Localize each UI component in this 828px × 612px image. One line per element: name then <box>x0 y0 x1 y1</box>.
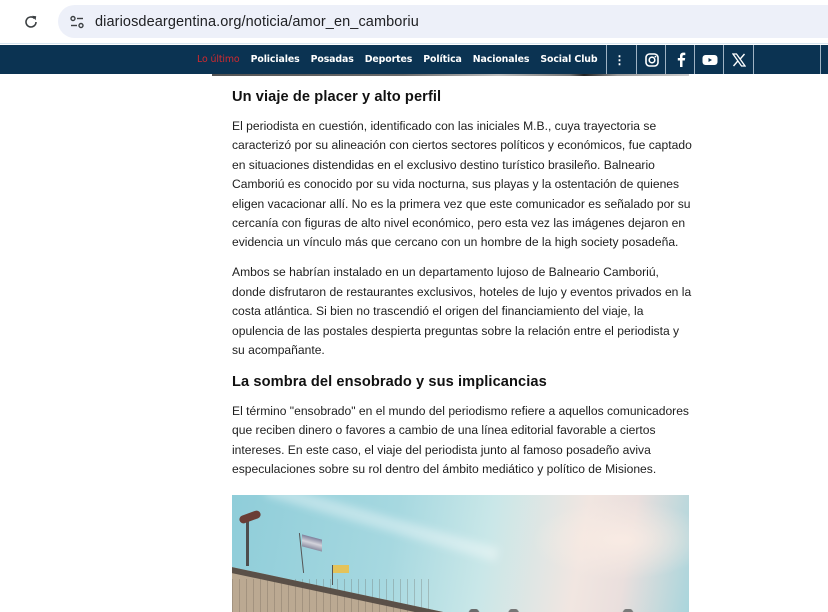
image-windsock <box>238 509 261 524</box>
nav-divider <box>820 45 821 74</box>
article-paragraph: El término "ensobrado" en el mundo del periodismo refiere a aquellos comunicadores que reciben dinero o favores a cambio de una línea editorial favorable a ciertos intereses. En este caso, el viaje del periodista junto al famoso posadeño aviva especulaciones sobre su rol dentro del ámbito mediático y político de Misiones. <box>232 403 689 477</box>
url-text[interactable]: diariosdeargentina.org/noticia/amor_en_camboriu <box>95 13 419 30</box>
image-flag <box>302 534 322 551</box>
nav-divider <box>753 45 754 74</box>
nav-item-politica[interactable]: Política <box>423 54 462 65</box>
article-image <box>232 495 689 612</box>
article-paragraph: El periodista en cuestión, identificado con las iniciales M.B., cuya trayectoria se caracterizó por su alineación con ciertos sectores políticos y económicos, fue captado en situaciones distendidas en el exclusivo destino turístico brasileño. Balneario Camboriú es conocido por su vida nocturna, sus playas y la ostentación de quienes eligen vacacionar allí. No es la primera vez que este comunicador es señalado por su cercanía con figuras de alto nivel económico, pero esta vez las imágenes dejaron en evidencia un vínculo más que cercano con un hombre de la high society posadeña. <box>232 119 692 250</box>
x-link[interactable] <box>724 45 753 74</box>
nav-item-deportes[interactable]: Deportes <box>364 54 413 65</box>
address-bar[interactable] <box>58 5 828 38</box>
nav-item-policiales[interactable]: Policiales <box>250 54 300 65</box>
nav-item-posadas[interactable]: Posadas <box>310 54 354 65</box>
youtube-link[interactable] <box>695 45 724 74</box>
image-flag <box>333 565 349 573</box>
site-nav <box>0 45 828 74</box>
facebook-link[interactable] <box>666 45 695 74</box>
nav-item-lo-ultimo[interactable]: Lo último <box>197 54 240 65</box>
article-body <box>232 86 692 490</box>
instagram-icon <box>645 53 659 67</box>
site-info-button[interactable] <box>67 12 87 32</box>
youtube-icon <box>702 54 718 66</box>
article-paragraph: Ambos se habrían instalado en un departamento lujoso de Balneario Camboriú, donde disfrutaron de restaurantes exclusivos, hoteles de lujo y eventos privados en la costa atlántica. Si bien no trascendió el origen del financiamiento del viaje, la opulencia de las postales despierta preguntas sobre la relación entre el periodista y su acompañante. <box>232 265 692 357</box>
section-heading: La sombra del ensobrado y sus implicancias <box>232 373 547 390</box>
nav-item-nacionales[interactable]: Nacionales <box>472 54 530 65</box>
image-pole <box>246 520 249 566</box>
browser-toolbar <box>0 0 828 44</box>
image-sky-glow <box>532 500 689 580</box>
nav-item-social-club[interactable]: Social Club <box>540 54 598 65</box>
previous-image-edge <box>212 74 689 76</box>
x-icon <box>732 53 746 67</box>
tune-icon <box>69 15 85 29</box>
facebook-icon <box>676 52 686 67</box>
image-roof-texture <box>232 579 432 612</box>
instagram-link[interactable] <box>637 45 666 74</box>
more-menu-button[interactable]: ⋮ <box>613 52 626 67</box>
section-heading: Un viaje de placer y alto perfil <box>232 89 442 105</box>
reload-icon <box>23 14 39 30</box>
reload-button[interactable] <box>20 11 42 33</box>
nav-divider <box>606 45 607 74</box>
nav-links <box>197 45 626 74</box>
